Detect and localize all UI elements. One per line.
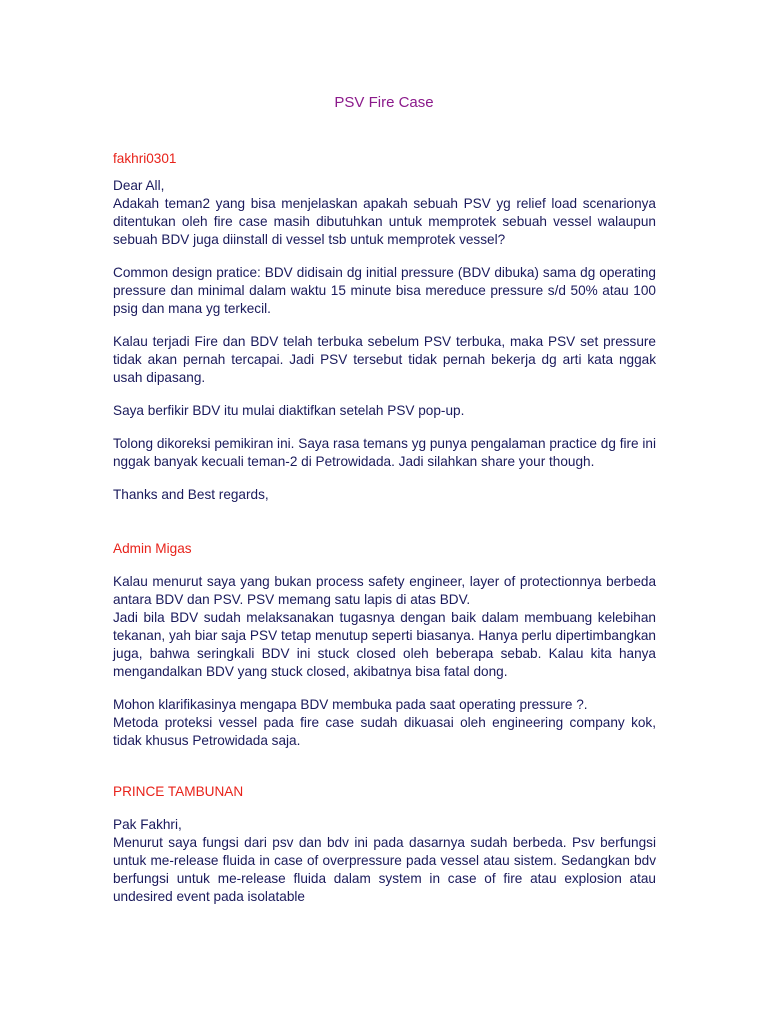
post-paragraph: Common design pratice: BDV didisain dg initial pressure (BDV dibuka) sama dg operating pressure dan minimal dalam waktu 15 minute bisa mereduce pressure s/d 50% atau 100 psig dan mana yg terkecil. (113, 265, 656, 316)
text-line: Metoda proteksi vessel pada fire case sudah dikuasai oleh engineering company kok, tidak khusus Petrowidada saja. (113, 715, 656, 748)
post-paragraph (113, 816, 656, 906)
post-paragraph (113, 696, 656, 750)
post-paragraph: Tolong dikoreksi pemikiran ini. Saya rasa temans yg punya pengalaman practice dg fire ini nggak banyak kecuali teman-2 di Petrowidada. Jadi silahkan share your though. (113, 436, 656, 469)
post-paragraph: Kalau terjadi Fire dan BDV telah terbuka sebelum PSV terbuka, maka PSV set pressure tidak akan pernah tercapai. Jadi PSV tersebut tidak pernah bekerja dg arti kata nggak usah dipasang. (113, 334, 656, 385)
document-body (113, 150, 656, 906)
post-signoff: Thanks and Best regards, (113, 487, 269, 502)
document-title: PSV Fire Case (334, 94, 434, 111)
post-paragraph: Saya berfikir BDV itu mulai diaktifkan setelah PSV pop-up. (113, 403, 465, 418)
post-author: Admin Migas (113, 541, 192, 556)
post-author: PRINCE TAMBUNAN (113, 784, 244, 799)
text-line: Adakah teman2 yang bisa menjelaskan apakah sebuah PSV yg relief load scenarionya ditentukan oleh fire case masih dibutuhkan untuk memprotek sebuah vessel walaupun sebuah BDV juga diinstall di vessel tsb untuk memprotek vessel? (113, 196, 656, 247)
text-line: Kalau menurut saya yang bukan process safety engineer, layer of protectionnya berbeda antara BDV dan PSV. PSV memang satu lapis di atas BDV. (113, 574, 656, 607)
text-line: Menurut saya fungsi dari psv dan bdv ini pada dasarnya sudah berbeda. Psv berfungsi untuk me-release fluida in case of overpressure pada vessel atau sistem. Sedangkan bdv berfungsi untuk me-release fluida dalam system in case of fire atau explosion atau undesired event pada isolatable (113, 835, 656, 904)
post-paragraph (113, 573, 656, 681)
text-line: Jadi bila BDV sudah melaksanakan tugasnya dengan baik dalam membuang kelebihan tekanan, yah biar saja PSV tetap menutup seperti biasanya. Hanya perlu dipertimbangkan juga, bahwa seringkali BDV ini stuck closed oleh beberapa sebab. Kalau kita hanya mengandalkan BDV yang stuck closed, akibatnya bisa fatal dong. (113, 610, 656, 679)
text-line: Pak Fakhri, (113, 817, 182, 832)
post-paragraph (113, 177, 656, 249)
text-line: Dear All, (113, 178, 165, 193)
post-author: fakhri0301 (113, 151, 177, 166)
text-line: Mohon klarifikasinya mengapa BDV membuka pada saat operating pressure ?. (113, 697, 588, 712)
